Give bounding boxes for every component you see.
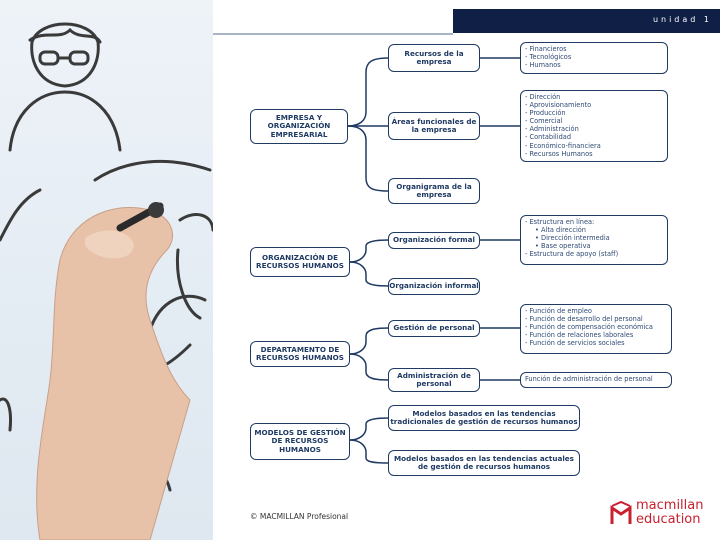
main-box-organizacion-rrhh [250,247,350,277]
list-item: - Financieros [525,45,567,53]
list-item: - Función de compensación económica [525,323,653,332]
macmillan-education-logo [606,495,714,533]
list-item: • Base operativa [535,242,591,251]
main-box-modelos-gestion [250,423,350,460]
list-item: - Tecnológicos [525,53,572,62]
list-box-recursos [520,42,668,74]
list-item: - Estructura de apoyo (staff) [525,250,619,259]
list-item: - Aprovisionamiento [525,101,592,110]
list-item: - Económico-financiera [525,141,601,150]
branch-box-label: Gestión de personal [393,323,475,333]
branch-box-gestion-personal [388,320,480,337]
main-box-label: DEPARTAMENTO DE RECURSOS HUMANOS [256,344,344,362]
logo-text-education: education [636,512,701,527]
list-item: - Contabilidad [525,133,572,142]
list-box-administracion-personal [520,372,672,388]
branch-box-administracion-personal [388,368,480,392]
list-item: - Administración [525,125,579,134]
list-box-areas [520,90,668,162]
branch-box-modelos-actuales [388,450,580,476]
list-item: - Comercial [525,117,563,126]
list-item: - Dirección [525,93,561,101]
branch-box-organizacion-informal [388,278,480,295]
main-box-label: ORGANIZACIÓN DE RECURSOS HUMANOS [256,252,344,270]
list-item: - Función de desarrollo del personal [525,315,643,324]
copyright-text: © MACMILLAN Profesional [250,512,349,521]
list-item: - Producción [525,109,566,118]
branch-box-label: Administración de personal [397,370,471,388]
list-item: Función de administración de personal [525,375,653,383]
macmillan-logo-mark-icon [610,500,632,526]
branch-box-label: Modelos basados en las tendencias actuales de gestión de recursos humanos [394,453,574,471]
branch-box-label: Organización informal [389,281,479,291]
main-box-empresa [250,109,348,144]
list-item: - Recursos Humanos [525,149,593,158]
list-box-organizacion-formal [520,215,668,265]
branch-box-label: Organización formal [393,235,475,245]
branch-box-label: Modelos basados en las tendencias tradicionales de gestión de recursos humanos [390,408,578,426]
main-box-label: EMPRESA Y ORGANIZACIÓN EMPRESARIAL [267,112,331,139]
branch-box-label: Áreas funcionales de la empresa [391,116,477,134]
branch-box-recursos-empresa [388,44,480,72]
main-box-departamento-rrhh [250,341,350,367]
main-box-label: MODELOS DE GESTIÓN DE RECURSOS HUMANOS [254,427,346,454]
branch-box-organizacion-formal [388,232,480,249]
list-item: - Función de servicios sociales [525,339,625,348]
branch-box-label: Organigrama de la empresa [396,181,472,199]
branch-box-areas-funcionales [388,112,480,140]
list-item: - Estructura en línea: [525,218,595,226]
list-item: - Humanos [525,61,561,70]
list-item: - Función de empleo [525,307,592,315]
list-item: • Dirección intermedia [535,234,610,243]
list-item: - Función de relaciones laborales [525,331,634,340]
list-box-gestion-personal [520,304,672,354]
branch-box-modelos-tradicionales [388,405,580,431]
branch-box-organigrama [388,178,480,204]
branch-box-label: Recursos de la empresa [404,48,464,66]
list-item: • Alta dirección [535,226,586,235]
unit-label: unidad 1 [652,15,712,24]
logo-text-macmillan: macmillan [636,498,704,513]
